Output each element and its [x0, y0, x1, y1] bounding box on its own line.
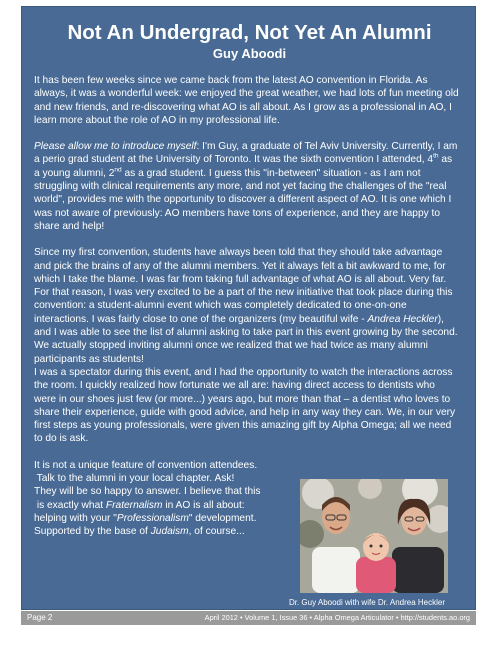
paragraph-4: I was a spectator during this event, and I had the opportunity to watch the interactions across the room. I quickly realized how fortunate we all are: having direct access to dentists who were in our shoes just few (or more...) years ago, but more than that – a dentist who loves to share their experience, guide with good advice, and help in any way they can. We, in our very first steps as young professionals, were given this amazing gift by Alpha Omega; all we need to do is ask.: [34, 366, 456, 445]
paragraph-3: Since my first convention, students have always been told that they should take advantage and pick the brains of any of the alumni members. Yet it always felt a bit awkward to me, for which I take the blame. I was far from taking full advantage of what AO is all about. Very far. For that reason, I was very excited to be a part of the new initiative that took place during this convention: a student-alumni event which was completely dedicated to one-on-one interactions. I was fairly close to one of the organizers (my beautiful wife - Andrea Heckler), and I was able to see the list of alumni asking to take part in this event growing by the second. We actually stopped inviting alumni once we realized that we had twice as many alumni participants as students!: [34, 247, 458, 365]
article-body: [34, 74, 459, 539]
paragraph-2: Please allow me to introduce myself: I'm Guy, a graduate of Tel Aviv University. Currently, I am a perio grad student at the University of Toronto. It was the sixth convention I attended, 4th as a young alumni, 2nd as a grad student. I guess this "in-between" situation - as I am not struggling with clinical requirements any more, and not yet facing the challenges of the "real world", provides me with the opportunity to discover a different aspect of AO. It is one which I was not aware of previously: AO members have tons of experience, and they are happy to share and help!: [34, 141, 458, 232]
photo-caption: Dr. Guy Aboodi with wife Dr. Andrea Heckler: [288, 598, 446, 607]
page-footer: [21, 611, 476, 625]
family-photo: [300, 479, 448, 593]
issue-info: April 2012 • Volume 1, Issue 36 • Alpha Omega Articulator • http://students.ao.org: [204, 613, 470, 622]
article-panel: [21, 6, 476, 610]
intro-lead: Please allow me to introduce myself: [34, 141, 197, 153]
page-number: Page 2: [27, 613, 53, 622]
paragraph-1: It has been few weeks since we came back from the latest AO convention in Florida. As always, it was a wonderful week: we enjoyed the great weather, we had lots of fun meeting old and new friends, and re-discovering what AO is all about. As I grow as a professional in AO, I learn more about the role of AO in my professional life.: [34, 75, 459, 126]
article-author: Guy Aboodi: [212, 46, 287, 61]
wife-name: Andrea Heckler: [367, 313, 438, 325]
paragraph-5: It is not a unique feature of convention attendees. Talk to the alumni in your local chapter. Ask! They will be so happy to answer. I believe that this is exactly what Fraternalism in AO is all about: helping with your "Professionalism" development. Supported by the base of Judaism, of course...: [34, 459, 261, 538]
article-title: Not An Undergrad, Not Yet An Alumni: [67, 21, 432, 44]
